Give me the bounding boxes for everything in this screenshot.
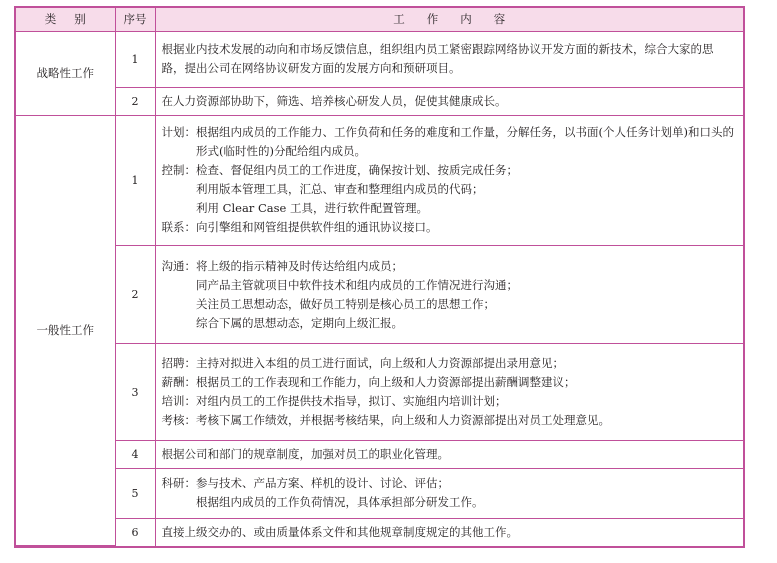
content-line: 根据业内技术发展的动向和市场反馈信息，组织组内员工紧密跟踪网络协议开发方面的新技术，综合大家的思路，提出公司在网络协议研发方面的发展方向和预研项目。 [161,42,714,76]
row-number: 1 [115,115,155,245]
row-content [155,246,743,344]
table-row [16,246,743,344]
content-line: 招聘：主持对拟进入本组的员工进行面试，向上级和人力资源部提出录用意见； [161,356,564,371]
content-line: 直接上级交办的、或由质量体系文件和其他规章制度规定的其他工作。 [161,524,518,539]
table-row [16,440,743,468]
row-number: 4 [115,440,155,468]
row-content [155,31,743,87]
row-number: 1 [115,31,155,87]
table-row [16,468,743,518]
row-content [155,87,743,115]
table-header-row [16,8,743,31]
content-line: 综合下属的思想动态，定期向上级汇报。 [196,315,403,330]
row-content [155,468,743,518]
content-line: 控制：检查、督促组内员工的工作进度，确保按计划、按质完成任务； [161,163,518,178]
table-row [16,115,743,245]
table-row [16,344,743,440]
header-content: 工作内容 [155,8,743,31]
job-duties-table-frame [14,6,745,548]
content-line: 联系：向引擎组和网管组提供软件组的通讯协议接口。 [161,220,438,235]
content-line: 计划：根据组内成员的工作能力、工作负荷和任务的难度和工作量，分解任务，以书面(个人任务计划单)和口头的形式(临时性的)分配给组内成员。 [161,125,734,159]
row-number: 2 [115,87,155,115]
category-general: 一般性工作 [16,115,115,545]
content-line: 薪酬：根据员工的工作表现和工作能力，向上级和人力资源部提出薪酬调整建议； [161,375,576,390]
header-number: 序号 [115,8,155,31]
row-number: 5 [115,468,155,518]
header-category: 类别 [16,8,115,31]
row-number: 6 [115,518,155,545]
content-line: 沟通：将上级的指示精神及时传达给组内成员； [161,258,403,273]
job-duties-table [16,8,743,546]
table-row [16,87,743,115]
table-row [16,518,743,545]
content-line: 根据公司和部门的规章制度，加强对员工的职业化管理。 [161,446,449,461]
content-line: 利用 Clear Case 工具，进行软件配置管理。 [196,201,428,216]
content-line: 利用版本管理工具，汇总、审查和整理组内成员的代码； [196,182,484,197]
category-strategic: 战略性工作 [16,31,115,115]
row-content [155,518,743,545]
content-line: 科研：参与技术、产品方案、样机的设计、讨论、评估； [161,476,449,491]
content-line: 培训：对组内员工的工作提供技术指导，拟订、实施组内培训计划； [161,394,507,409]
content-line: 考核：考核下属工作绩效，并根据考核结果，向上级和人力资源部提出对员工处理意见。 [161,413,610,428]
content-line: 根据组内成员的工作负荷情况，具体承担部分研发工作。 [196,495,484,510]
row-content [155,115,743,245]
row-number: 3 [115,344,155,440]
content-line: 关注员工思想动态，做好员工特别是核心员工的思想工作； [196,296,495,311]
row-content [155,440,743,468]
table-row [16,31,743,87]
row-content [155,344,743,440]
row-number: 2 [115,246,155,344]
content-line: 在人力资源部协助下，筛选、培养核心研发人员，促使其健康成长。 [161,93,507,108]
content-line: 同产品主管就项目中软件技术和组内成员的工作情况进行沟通； [196,277,518,292]
